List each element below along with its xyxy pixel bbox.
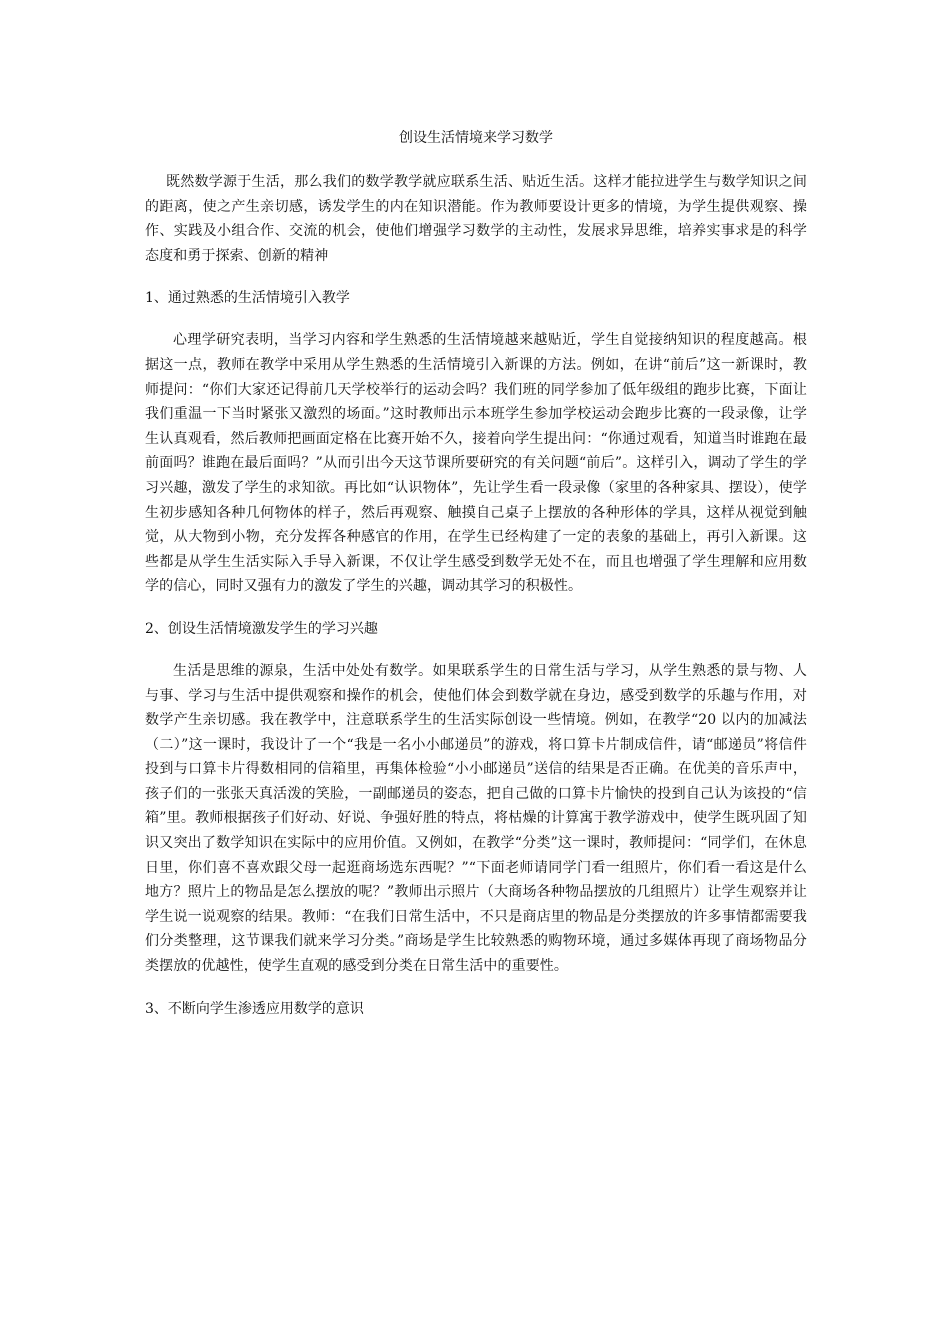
- section-1-body: 心理学研究表明，当学习内容和学生熟悉的生活情境越来越贴近，学生自觉接纳知识的程度越高。根据这一点，教师在教学中采用从学生熟悉的生活情境引入新课的方法。例如，在讲“前后”这一新课时，教师提问：“你们大家还记得前几天学校举行的运动会吗？我们班的同学参加了低年级组的跑步比赛，下面让我们重温一下当时紧张又激烈的场面。”这时教师出示本班学生参加学校运动会跑步比赛的一段录像，让学生认真观看，然后教师把画面定格在比赛开始不久，接着向学生提出问：“你通过观看，知道当时谁跑在最前面吗？谁跑在最后面吗？”从而引出今天这节课所要研究的有关问题“前后”。这样引入，调动了学生的学习兴趣，激发了学生的求知欲。再比如“认识物体”，先让学生看一段录像（家里的各种家具、摆设），使学生初步感知各种几何物体的样子，然后再观察、触摸自己桌子上摆放的各种形体的学具，这样从视觉到触觉，从大物到小物，充分发挥各种感官的作用，在学生已经构建了一定的表象的基础上，再引入新课。这些都是从学生生活实际入手导入新课，不仅让学生感受到数学无处不在，而且也增强了学生理解和应用数学的信心，同时又强有力的激发了学生的兴趣，调动其学习的积极性。: [145, 332, 807, 595]
- section-2-heading: 2、创设生活情境激发学生的学习兴趣: [145, 620, 378, 637]
- section-3-heading: 3、不断向学生渗透应用数学的意识: [145, 1000, 364, 1017]
- section-2-body: 生活是思维的源泉，生活中处处有数学。如果联系学生的日常生活与学习，从学生熟悉的景与物、人与事、学习与生活中提供观察和操作的机会，使他们体会到数学就在身边，感受到数学的乐趣与作用，对数学产生亲切感。我在教学中，注意联系学生的生活实际创设一些情境。例如，在教学“20 以内的加减法（二）”这一课时，我设计了一个“我是一名小小邮递员”的游戏，将口算卡片制成信件，请“邮递员”将信件投到与口算卡片得数相同的信箱里，再集体检验“小小邮递员”送信的结果是否正确。在优美的音乐声中，孩子们的一张张天真活泼的笑脸，一副邮递员的姿态，把自己做的口算卡片愉快的投到自己认为该投的“信箱”里。教师根据孩子们好动、好说、争强好胜的特点，将枯燥的计算寓于教学游戏中，使学生既巩固了知识又突出了数学知识在实际中的应用价值。又例如，在教学“分类”这一课时，教师提问：“同学们，在休息日里，你们喜不喜欢跟父母一起逛商场选东西呢？”“下面老师请同学门看一组照片，你们看一看这是什么地方？照片上的物品是怎么摆放的呢？”教师出示照片（大商场各种物品摆放的几组照片）让学生观察并让学生说一说观察的结果。教师：“在我们日常生活中，不只是商店里的物品是分类摆放的许多事情都需要我们分类整理，这节课我们就来学习分类。”商场是学生比较熟悉的购物环境，通过多媒体再现了商场物品分类摆放的优越性，使学生直观的感受到分类在日常生活中的重要性。: [145, 662, 807, 975]
- document-page: [145, 128, 807, 1021]
- section-1-heading: 1、通过熟悉的生活情境引入教学: [145, 290, 350, 307]
- intro-paragraph: 既然数学源于生活，那么我们的数学教学就应联系生活、贴近生活。这样才能拉进学生与数学知识之间的距离，使之产生亲切感，诱发学生的内在知识潜能。作为教师要设计更多的情境，为学生提供观察、操作、实践及小组合作、交流的机会，使他们增强学习数学的主动性，发展求异思维，培养实事求是的科学态度和勇于探索、创新的精神: [145, 174, 807, 264]
- document-title: 创设生活情境来学习数学: [399, 130, 553, 146]
